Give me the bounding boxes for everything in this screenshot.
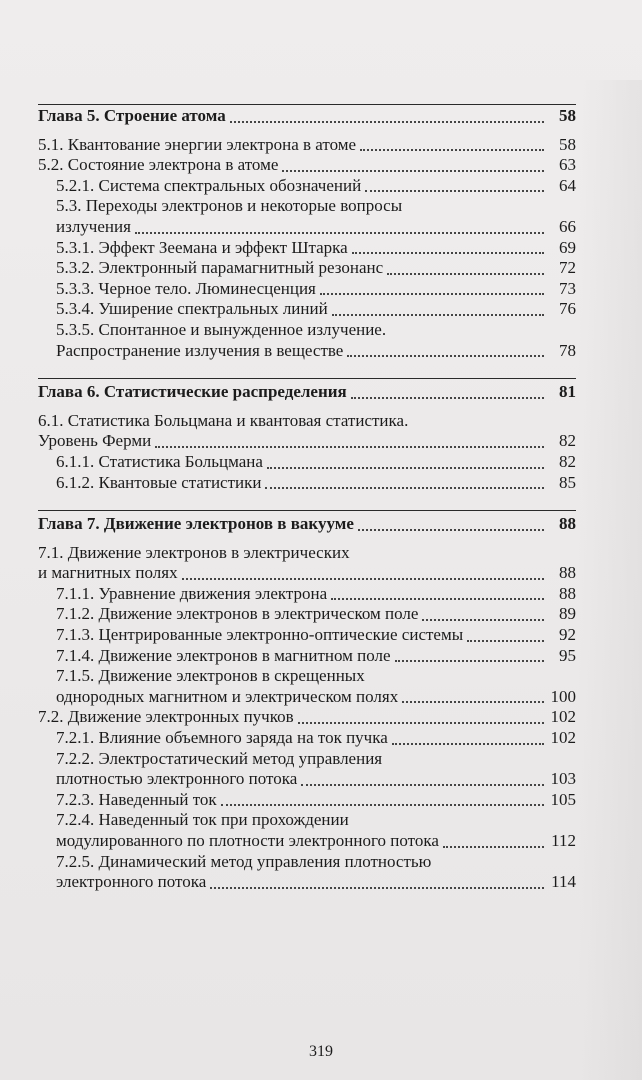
toc-entry-line: 5.3.5. Спонтанное и вынужденное излучение. (56, 319, 387, 339)
toc-page-number: 102 (550, 707, 576, 727)
top-rule (38, 104, 576, 105)
chapter-heading (38, 514, 576, 535)
toc-row (38, 431, 576, 452)
toc-row (38, 238, 576, 259)
chapter-gap (38, 361, 576, 378)
toc-row (38, 135, 576, 156)
chapter-heading (38, 106, 576, 127)
toc-entry-title: 7.1.1. Уравнение движения электрона (56, 583, 328, 603)
toc-entry-title: Распространение излучения в веществе (56, 340, 344, 360)
toc-row (38, 790, 576, 811)
toc-entry-title: излучения (56, 216, 131, 236)
toc-row (38, 217, 576, 238)
toc-page-number: 89 (559, 604, 576, 624)
toc-row (38, 625, 576, 646)
toc-row (38, 473, 576, 494)
toc-row (38, 646, 576, 667)
toc-entry-title: 7.1.2. Движение электронов в электрическом поле (56, 604, 419, 624)
toc-entry-title: 6.1.1. Статистика Больцмана (56, 451, 263, 471)
toc-entry-title: 7.2.3. Наведенный ток (56, 789, 217, 809)
toc-entry-title: модулированного по плотности электронного потока (56, 831, 439, 850)
toc-entry-title: Глава 7. Движение электронов в вакууме (38, 514, 354, 534)
toc-entry-title: 7.2.1. Влияние объемного заряда на ток пучка (56, 728, 388, 748)
toc-entry-title: 7.2. Движение электронных пучков (38, 707, 294, 727)
toc-entry-line: 5.3. Переходы электронов и некоторые вопросы (56, 196, 403, 216)
dot-leader (387, 273, 544, 275)
dot-leader (332, 314, 544, 316)
dot-leader (135, 232, 544, 234)
chapter-rule (38, 510, 576, 511)
toc-row (38, 299, 576, 320)
toc-row (38, 604, 576, 625)
toc-page-number: 114 (551, 872, 576, 892)
heading-gap (38, 403, 576, 411)
toc-row (38, 563, 576, 584)
dot-leader (265, 487, 544, 489)
chapter-rule (38, 378, 576, 379)
dot-leader (210, 887, 544, 889)
toc-entry-title: электронного потока (56, 872, 207, 892)
dot-leader (267, 467, 544, 469)
toc-page-number: 73 (559, 278, 576, 298)
toc-row (38, 155, 576, 176)
toc-page-number: 78 (559, 340, 576, 360)
toc-page-number: 88 (559, 563, 576, 583)
toc-entry-title: 5.3.3. Черное тело. Люминесценция (56, 278, 316, 298)
dot-leader (182, 578, 544, 580)
toc-row (38, 687, 576, 708)
toc-page-number: 100 (550, 686, 576, 706)
dot-leader (221, 804, 544, 806)
toc-row (38, 279, 576, 300)
dot-leader (352, 252, 544, 254)
dot-leader (351, 397, 544, 399)
toc-page-number: 112 (551, 831, 576, 850)
chapter-gap (38, 493, 576, 510)
dot-leader (320, 293, 544, 295)
toc-row (38, 176, 576, 197)
toc-page-number: 72 (559, 258, 576, 278)
toc-page-number: 58 (559, 134, 576, 154)
toc-page-number: 63 (559, 155, 576, 175)
page-number: 319 (309, 1043, 333, 1060)
toc-page-number: 92 (559, 625, 576, 645)
dot-leader (443, 846, 544, 848)
toc-page-number: 76 (559, 299, 576, 319)
toc-page-number: 102 (550, 728, 576, 748)
toc-entry-line: 7.1.5. Движение электронов в скрещенных (56, 666, 365, 686)
toc-entry-title: 5.3.2. Электронный парамагнитный резонанс (56, 258, 384, 278)
dot-leader (365, 190, 544, 192)
dot-leader (392, 743, 544, 745)
toc-row (38, 707, 576, 728)
dot-leader (360, 149, 544, 151)
dot-leader (331, 598, 544, 600)
toc-entry-title: 5.2.1. Система спектральных обозначений (56, 175, 362, 195)
dot-leader (467, 640, 544, 642)
toc-entry-line: 7.2.4. Наведенный ток при прохождении (56, 810, 349, 830)
toc-entry-title: 5.2. Состояние электрона в атоме (38, 155, 279, 175)
table-of-contents (38, 106, 576, 893)
toc-entry-line: 7.2.2. Электростатический метод управления (56, 748, 383, 768)
toc-page-number: 105 (550, 789, 576, 809)
toc-page-number: 64 (559, 175, 576, 195)
dot-leader (301, 784, 544, 786)
dot-leader (230, 121, 544, 123)
toc-entry-title: 7.1.3. Центрированные электронно-оптические системы (56, 625, 464, 645)
toc-row (38, 341, 576, 362)
toc-page-number: 88 (559, 514, 576, 534)
toc-row (38, 769, 576, 790)
toc-entry-title: Глава 6. Статистические распределения (38, 382, 347, 402)
dot-leader (358, 529, 544, 531)
toc-entry-title: 5.1. Квантование энергии электрона в атоме (38, 134, 357, 154)
toc-entry-line: 6.1. Статистика Больцмана и квантовая статистика. (38, 410, 409, 430)
toc-entry-title: Уровень Ферми (38, 431, 152, 451)
toc-page-number: 66 (559, 216, 576, 236)
toc-page-number: 58 (559, 106, 576, 125)
dot-leader (282, 170, 544, 172)
toc-entry-line: 7.2.5. Динамический метод управления плотностью (56, 851, 432, 871)
toc-row (38, 584, 576, 605)
heading-gap (38, 127, 576, 135)
toc-page-number: 95 (559, 645, 576, 665)
toc-entry-title: однородных магнитном и электрическом полях (56, 686, 399, 706)
toc-row (38, 728, 576, 749)
dot-leader (422, 619, 544, 621)
toc-page-number: 81 (559, 382, 576, 402)
toc-page-number: 69 (559, 237, 576, 257)
dot-leader (298, 722, 544, 724)
chapter-heading (38, 382, 576, 403)
show-through-shadow (578, 80, 642, 1080)
toc-page-number: 82 (559, 451, 576, 471)
toc-entry-line: 7.1. Движение электронов в электрических (38, 542, 350, 562)
toc-entry-title: и магнитных полях (38, 563, 178, 583)
toc-row (38, 872, 576, 893)
dot-leader (347, 355, 544, 357)
toc-entry-title: плотностью электронного потока (56, 769, 298, 789)
toc-entry-title: 7.1.4. Движение электронов в магнитном поле (56, 645, 391, 665)
toc-page-number: 82 (559, 431, 576, 451)
dot-leader (155, 446, 544, 448)
toc-entry-title: Глава 5. Строение атома (38, 106, 226, 125)
toc-row (38, 831, 576, 852)
toc-row (38, 258, 576, 279)
toc-row (38, 452, 576, 473)
toc-page-number: 85 (559, 472, 576, 492)
toc-page-number: 88 (559, 583, 576, 603)
dot-leader (402, 701, 544, 703)
dot-leader (395, 660, 544, 662)
toc-entry-title: 5.3.1. Эффект Зеемана и эффект Штарка (56, 237, 348, 257)
heading-gap (38, 535, 576, 543)
toc-page-number: 103 (550, 769, 576, 789)
toc-entry-title: 6.1.2. Квантовые статистики (56, 472, 262, 492)
toc-entry-title: 5.3.4. Уширение спектральных линий (56, 299, 328, 319)
